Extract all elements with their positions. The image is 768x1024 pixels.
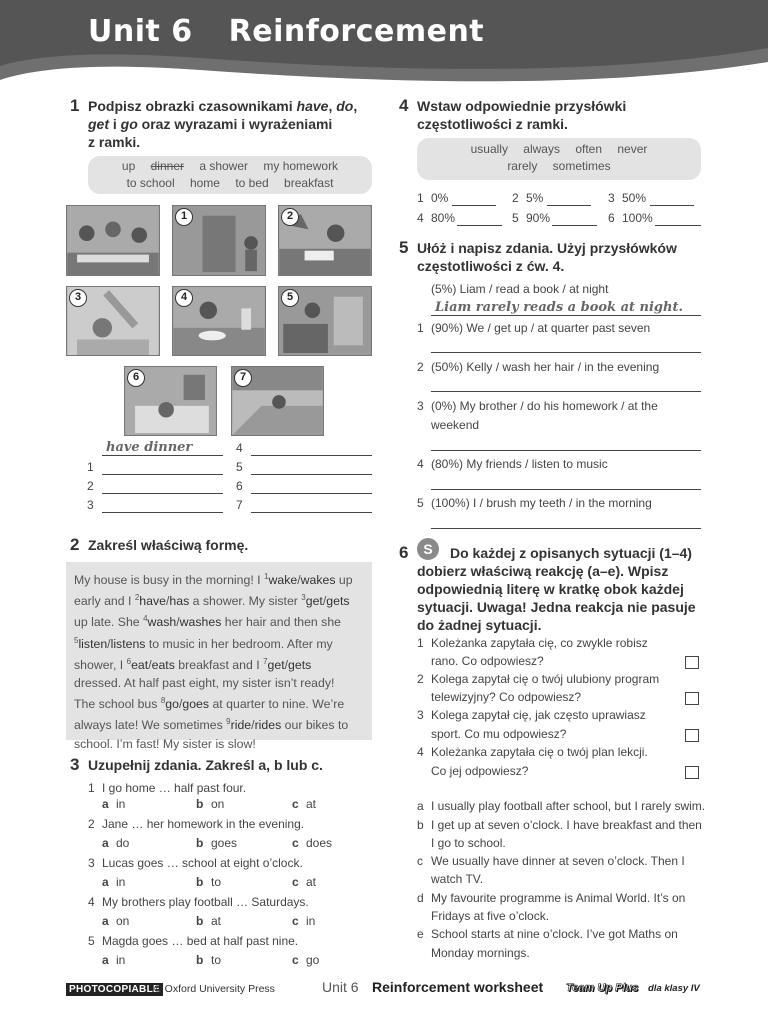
answer-line <box>102 455 223 456</box>
question-number: 1 <box>88 781 95 795</box>
word-chip: my homework <box>263 159 339 173</box>
picture-number-badge: 4 <box>175 289 193 307</box>
example-prompt: (5%) Liam / read a book / at night <box>431 282 609 296</box>
situation-text-cont: sport. Co mu odpowiesz? <box>431 727 567 741</box>
text-line: My house is busy in the morning! I $^1$wake/wakes up <box>74 572 353 587</box>
reaction-text: I usually play football after school, but I rarely swim. <box>431 799 706 813</box>
photocopiable-badge: PHOTOCOPIABLE <box>66 983 163 996</box>
option-letter[interactable]: a <box>102 797 109 811</box>
text-line: up late. She $^4$wash/washes her hair and then she <box>74 614 341 630</box>
text-line: always late! We sometimes $^9$ride/rides our bikes to <box>74 717 349 733</box>
answer-line[interactable] <box>251 455 372 456</box>
picture-number-badge: 2 <box>281 208 299 226</box>
percent-label: 80% <box>431 211 456 225</box>
example-answer: Liam rarely reads a book at night. <box>435 300 684 315</box>
choice-option[interactable]: go <box>165 697 179 712</box>
ex3-number: 3 <box>70 755 80 774</box>
answer-line[interactable] <box>431 391 701 392</box>
ex1-number: 1 <box>70 96 80 115</box>
speaking-badge-icon: S <box>417 538 439 560</box>
reaction-text-cont: watch TV. <box>431 872 484 886</box>
option-text: at <box>306 797 317 811</box>
choice-option[interactable]: listens <box>110 636 146 651</box>
percent-label: 90% <box>526 211 551 225</box>
option-letter[interactable]: c <box>292 836 299 850</box>
question-text: I go home … half past four. <box>102 781 247 795</box>
ex1-word-box <box>88 156 372 194</box>
answer-checkbox[interactable] <box>685 729 699 742</box>
brand-suffix: dla klasy IV <box>648 983 700 994</box>
answer-checkbox[interactable] <box>685 766 699 779</box>
prompt-text: (100%) I / brush my teeth / in the morning <box>431 496 652 510</box>
option-letter[interactable]: b <box>196 797 204 811</box>
reaction-letter: e <box>417 927 424 941</box>
ex5-instruction: Ułóż i napisz zdania. Użyj przysłówków częstotliwości z ćw. 4. <box>417 240 677 274</box>
reaction-text: I get up at seven o’clock. I have breakfast and then <box>431 818 702 832</box>
word-chip: dinner <box>150 159 184 173</box>
option-letter[interactable]: c <box>292 875 299 889</box>
option-letter[interactable]: c <box>292 953 299 967</box>
prompt-text: (90%) We / get up / at quarter past seven <box>431 321 651 335</box>
item-number: 1 <box>417 191 424 205</box>
choice-option[interactable]: have <box>139 594 166 609</box>
answer-line[interactable] <box>552 225 597 226</box>
choice-option[interactable]: listen <box>78 636 108 651</box>
item-number: 5 <box>512 211 519 225</box>
option-text: go <box>306 953 320 967</box>
choice-option[interactable]: gets <box>326 594 350 609</box>
ex5-number: 5 <box>399 238 409 257</box>
ex2-number: 2 <box>70 535 80 554</box>
option-text: do <box>116 836 130 850</box>
option-letter[interactable]: a <box>102 875 109 889</box>
option-text: on <box>116 914 130 928</box>
option-text: to <box>211 875 222 889</box>
question-number: 3 <box>88 856 95 870</box>
ex2-instruction: Zakreśl właściwą formę. <box>88 537 249 553</box>
answer-line[interactable] <box>431 352 701 353</box>
reaction-text-cont: Fridays at five o’clock. <box>431 909 550 923</box>
option-text: in <box>306 914 316 928</box>
question-number: 2 <box>88 817 95 831</box>
option-letter[interactable]: c <box>292 914 299 928</box>
ex1-instruction: Podpisz obrazki czasownikami have, do, get i go oraz wyrazami i wyrażeniami z ramki. <box>88 98 358 150</box>
option-letter[interactable]: a <box>102 836 109 850</box>
option-letter[interactable]: b <box>196 953 204 967</box>
ex4-number: 4 <box>399 96 409 115</box>
brand-logo: Team Up Plus <box>566 982 639 994</box>
footer-worksheet: Reinforcement worksheet <box>372 979 544 995</box>
picture-number-badge: 7 <box>234 369 252 387</box>
answer-line[interactable] <box>431 450 701 451</box>
page-title <box>88 14 484 49</box>
picture-number-badge: 1 <box>175 208 193 226</box>
text-line: school. I’m fast! My sister is slow! <box>74 736 256 751</box>
option-text: at <box>306 875 317 889</box>
blank-number: 3 <box>87 498 94 512</box>
situation-number: 3 <box>417 708 424 722</box>
picture-number-badge: 5 <box>281 289 299 307</box>
blank-number: 5 <box>236 460 243 474</box>
reaction-text: School starts at nine o’clock. I’ve got Maths on <box>431 927 678 941</box>
ex4-instruction: Wstaw odpowiednie przysłówki częstotliwości z ramki. <box>417 98 627 132</box>
answer-line[interactable] <box>650 205 694 206</box>
choice-option[interactable]: has <box>169 594 190 609</box>
option-text: at <box>211 914 222 928</box>
choice-option[interactable]: eat <box>131 657 149 672</box>
prompt-text-cont: weekend <box>431 418 480 432</box>
option-letter[interactable]: b <box>196 914 204 928</box>
picture-6 <box>124 366 217 436</box>
ex4-word-box <box>417 138 701 180</box>
reaction-letter: d <box>417 891 424 905</box>
text-line: The school bus $^8$go/goes at quarter to nine. We’re <box>74 696 345 712</box>
question-text: Lucas goes … school at eight o’clock. <box>102 856 303 870</box>
item-number: 4 <box>417 211 424 225</box>
reaction-text-cont: Monday mornings. <box>431 946 530 960</box>
footer-unit: Unit 6 <box>322 979 359 995</box>
item-number: 3 <box>608 191 615 205</box>
ex6-number: 6 <box>399 543 409 562</box>
blank-number: 4 <box>236 441 243 455</box>
word-chip: usually <box>470 142 508 156</box>
situation-number: 1 <box>417 636 424 650</box>
picture-5 <box>278 286 372 356</box>
blank-number: 1 <box>87 460 94 474</box>
answer-line[interactable] <box>251 493 372 494</box>
choice-option[interactable]: gets <box>288 657 312 672</box>
reaction-letter: c <box>417 854 423 868</box>
copyright-text: © Oxford University Press <box>154 983 275 995</box>
picture-number-badge: 3 <box>69 289 87 307</box>
percent-label: 0% <box>431 191 449 205</box>
option-text: to <box>211 953 222 967</box>
choice-option[interactable]: eats <box>151 657 175 672</box>
reaction-letter: a <box>417 799 424 813</box>
prompt-text: (50%) Kelly / wash her hair / in the evening <box>431 360 660 374</box>
option-letter[interactable]: b <box>196 875 204 889</box>
reaction-text: My favourite programme is Animal World. It’s on <box>431 891 686 905</box>
ex3-instruction: Uzupełnij zdania. Zakreśl a, b lub c. <box>88 757 323 773</box>
choice-option[interactable]: goes <box>182 697 210 712</box>
option-text: in <box>116 797 126 811</box>
percent-label: 100% <box>622 211 653 225</box>
text-line: $^5$listen/listens to music in her bedroom. After my <box>74 635 333 651</box>
option-letter[interactable]: a <box>102 953 109 967</box>
prompt-text: (80%) My friends / listen to music <box>431 457 608 471</box>
option-text: does <box>306 836 333 850</box>
answer-line[interactable] <box>102 512 223 513</box>
answer-line <box>431 315 701 316</box>
prompt-text: (0%) My brother / do his homework / at the <box>431 399 658 413</box>
word-chip: home <box>189 176 220 190</box>
answer-line[interactable] <box>102 474 223 475</box>
word-chip: rarely <box>507 159 538 173</box>
situation-text: Kolega zapytał cię, jak często uprawiasz <box>431 708 646 722</box>
text-line: dressed. At half past eight, my sister isn’t ready! <box>74 676 335 691</box>
option-letter[interactable]: c <box>292 797 299 811</box>
reaction-text: We usually have dinner at seven o’clock. Then I <box>431 854 685 868</box>
blank-number: 2 <box>87 479 94 493</box>
choice-option[interactable]: get <box>305 594 323 609</box>
text-line: shower, I $^6$eat/eats breakfast and I $^7$get/gets <box>74 656 312 672</box>
situation-text: Koleżanka zapytała cię, co zwykle robisz <box>431 636 648 650</box>
percent-label: 5% <box>526 191 544 205</box>
word-chip: breakfast <box>284 176 334 190</box>
item-number: 2 <box>417 360 424 374</box>
option-text: in <box>116 953 126 967</box>
choice-option[interactable]: wake <box>268 573 298 587</box>
word-chip: often <box>575 142 603 156</box>
choice-option[interactable]: rides <box>254 718 282 733</box>
blank-number: 7 <box>236 498 243 512</box>
option-letter[interactable]: a <box>102 914 109 928</box>
picture-example-dinner <box>66 205 160 276</box>
picture-7 <box>231 366 324 436</box>
question-text: Jane … her homework in the evening. <box>102 817 305 831</box>
item-number: 2 <box>512 191 519 205</box>
choice-option[interactable]: ride <box>230 718 252 733</box>
question-number: 5 <box>88 934 95 948</box>
item-number: 5 <box>417 496 424 510</box>
reaction-text-cont: I go to school. <box>431 836 506 850</box>
answer-line[interactable] <box>431 528 701 529</box>
answer-checkbox[interactable] <box>685 656 699 669</box>
word-chip: to school <box>126 176 175 190</box>
situation-text-cont: Co jej odpowiesz? <box>431 764 529 778</box>
text-line: early and I $^2$have/has a shower. My sister $^3$get/gets <box>74 593 350 609</box>
percent-label: 50% <box>622 191 647 205</box>
situation-text-cont: rano. Co odpowiesz? <box>431 654 544 668</box>
item-number: 6 <box>608 211 615 225</box>
word-chip: a shower <box>199 159 249 173</box>
answer-line[interactable] <box>251 512 372 513</box>
question-number: 4 <box>88 895 95 909</box>
answer-line[interactable] <box>452 205 496 206</box>
blank-number: 6 <box>236 479 243 493</box>
question-text: My brothers play football … Saturdays. <box>102 895 309 909</box>
unit-label: Unit 6 <box>88 14 193 49</box>
answer-line[interactable] <box>547 205 591 206</box>
option-text: in <box>116 875 126 889</box>
answer-line[interactable] <box>251 474 372 475</box>
choice-option[interactable]: washes <box>179 615 222 630</box>
option-letter[interactable]: b <box>196 836 204 850</box>
answer-line[interactable] <box>102 493 223 494</box>
reaction-letter: b <box>417 818 424 832</box>
choice-option[interactable]: wash <box>147 615 177 630</box>
choice-option[interactable]: get <box>267 657 285 672</box>
item-number: 3 <box>417 399 424 413</box>
picture-number-badge: 6 <box>127 369 145 387</box>
picture-4 <box>172 286 266 356</box>
word-chip: sometimes <box>552 159 611 173</box>
answer-checkbox[interactable] <box>685 692 699 705</box>
ex2-text-box <box>66 562 372 751</box>
situation-number: 2 <box>417 672 424 686</box>
situation-text: Kolega zapytał cię o twój ulubiony program <box>431 672 660 686</box>
option-text: goes <box>211 836 238 850</box>
question-text: Magda goes … bed at half past nine. <box>102 934 299 948</box>
item-number: 1 <box>417 321 424 335</box>
item-number: 4 <box>417 457 424 471</box>
word-chip: always <box>523 142 560 156</box>
word-chip: up <box>121 159 136 173</box>
ex6-instruction: Do każdej z opisanych sytuacji (1–4) dobierz właściwą reakcję (a–e). Wpisz odpowiednią literę w kratkę obok każdej sytuacji. Uwaga! Jedna reakcja nie pasuje do żadnej sytuacji. <box>417 545 696 633</box>
answer-line[interactable] <box>457 225 502 226</box>
title-label: Reinforcement <box>228 14 485 49</box>
answer-line[interactable] <box>655 225 701 226</box>
choice-option[interactable]: wakes <box>300 573 336 587</box>
picture-1 <box>172 205 266 276</box>
situation-number: 4 <box>417 745 424 759</box>
answer-line[interactable] <box>431 489 701 490</box>
picture-2 <box>278 205 372 276</box>
situation-text-cont: telewizyjny? Co odpowiesz? <box>431 690 582 704</box>
word-chip: to bed <box>235 176 269 190</box>
picture-3 <box>66 286 160 356</box>
ex1-example-answer: have dinner <box>106 440 193 455</box>
option-text: on <box>211 797 225 811</box>
word-chip: never <box>617 142 648 156</box>
situation-text: Koleżanka zapytała cię o twój plan lekcji. <box>431 745 648 759</box>
